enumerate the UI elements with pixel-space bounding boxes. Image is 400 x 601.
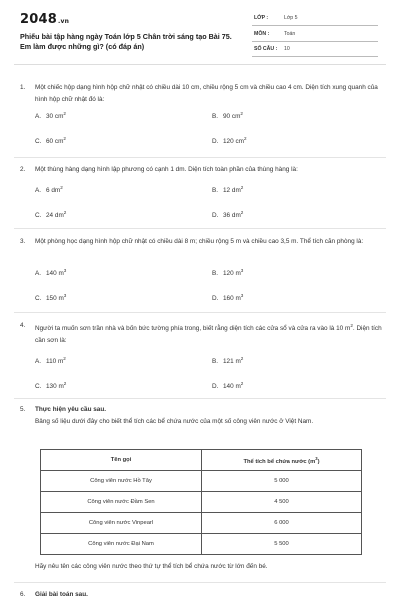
question-number: 6. xyxy=(20,591,26,598)
table-row xyxy=(41,534,362,555)
table-cell: Công viên nước Đầm Sen xyxy=(41,492,202,513)
table-cell: Công viên nước Hồ Tây xyxy=(41,471,202,492)
question-3-options xyxy=(35,268,375,304)
table-cell: 6 000 xyxy=(202,513,362,534)
table-cell: Công viên nước Đại Nam xyxy=(41,534,202,555)
table-cell: 4 500 xyxy=(202,492,362,513)
question-4 xyxy=(20,320,385,346)
question-text: Bảng số liệu dưới đây cho biết thể tích các bể chứa nước của một số công viên nước ở Việt Nam. xyxy=(35,417,314,425)
meta-subject xyxy=(252,28,378,42)
option-c[interactable]: C. 24 $dm^2$ xyxy=(35,210,67,220)
option-a[interactable]: A. 30 $cm^2$ xyxy=(35,111,66,121)
question-3 xyxy=(20,236,385,248)
option-b[interactable]: B. 120 $m^3$ xyxy=(212,268,244,278)
option-d[interactable]: D. 120 $cm^2$ xyxy=(212,136,247,146)
question-number: 1. xyxy=(20,84,26,91)
site-logo[interactable] xyxy=(20,12,69,27)
option-b[interactable]: B. 121 $m^2$ xyxy=(212,356,244,366)
header-divider xyxy=(14,64,386,65)
question-text: Một phòng học dạng hình hộp chữ nhật có chiều dài 8 m; chiều rộng 5 m và chiều cao 3,5 m. Thể tích căn phòng là: xyxy=(35,238,364,245)
meta-key: LỚP : xyxy=(254,15,269,21)
table-row xyxy=(41,513,362,534)
table-cell: 5 500 xyxy=(202,534,362,555)
table-cell: Công viên nước Vinpearl xyxy=(41,513,202,534)
meta-count xyxy=(252,43,378,57)
column-header-name: Tên gọi xyxy=(41,450,202,471)
question-text: Hãy nêu tên các công viên nước theo thứ tự thể tích bể chứa nước từ lớn đến bé. xyxy=(35,563,268,570)
question-number: 4. xyxy=(20,322,26,329)
question-2-options xyxy=(35,185,375,221)
question-divider xyxy=(14,398,386,399)
option-a[interactable]: A. 140 $m^3$ xyxy=(35,268,67,278)
question-2 xyxy=(20,164,385,176)
meta-key: SỐ CÂU : xyxy=(254,46,278,52)
question-5 xyxy=(20,404,385,427)
question-divider xyxy=(14,157,386,158)
question-number: 3. xyxy=(20,238,26,245)
meta-value: Toán xyxy=(284,31,296,37)
option-d[interactable]: D. 140 $m^2$ xyxy=(212,381,244,391)
option-a[interactable]: A. 110 $m^2$ xyxy=(35,356,66,366)
question-4-options xyxy=(35,356,375,392)
table-row xyxy=(41,471,362,492)
meta-key: MÔN : xyxy=(254,31,270,37)
meta-value: Lớp 5 xyxy=(284,15,298,21)
meta-class xyxy=(252,12,378,26)
option-b[interactable]: B. 12 $dm^2$ xyxy=(212,185,244,195)
question-text: Người ta muốn sơn trần nhà và bốn bức tường phía trong, biết rằng diện tích các cửa sổ và cửa ra vào là 10 $m^2$. Diện tích cần sơn là: xyxy=(35,323,382,344)
table-row xyxy=(41,492,362,513)
question-1 xyxy=(20,82,385,105)
question-5-instruction xyxy=(20,561,385,573)
table-cell: 5 000 xyxy=(202,471,362,492)
water-park-table xyxy=(40,449,362,555)
question-1-options xyxy=(35,111,375,147)
question-number: 2. xyxy=(20,166,26,173)
option-b[interactable]: B. 90 $cm^2$ xyxy=(212,111,243,121)
question-divider xyxy=(14,582,386,583)
question-text: Một thùng hàng dạng hình lập phương có cạnh 1 dm. Diện tích toàn phần của thùng hàng là: xyxy=(35,166,298,173)
logo-suffix: .vn xyxy=(57,18,70,25)
option-d[interactable]: D. 160 $m^3$ xyxy=(212,293,244,303)
meta-value: 10 xyxy=(284,46,290,52)
question-divider xyxy=(14,312,386,313)
column-header-volume: Thể tích bể chứa nước $(m^3)$ xyxy=(202,450,362,471)
option-d[interactable]: D. 36 $dm^2$ xyxy=(212,210,244,220)
logo-main: 2048 xyxy=(20,12,57,27)
worksheet-header xyxy=(0,0,400,58)
question-number: 5. xyxy=(20,406,26,413)
option-c[interactable]: C. 130 $m^2$ xyxy=(35,381,67,391)
worksheet-title: Phiếu bài tập hàng ngày Toán lớp 5 Chân trời sáng tạo Bài 75. Em làm được những gì? (có đáp án) xyxy=(20,32,232,51)
question-text: Một chiếc hộp dạng hình hộp chữ nhật có chiều dài 10 cm, chiều rộng 5 cm và chiều cao 4 cm. Diện tích xung quanh của hình hộp chữ nhật đó là: xyxy=(35,84,378,103)
question-heading: Thực hiện yêu cầu sau. xyxy=(35,406,107,413)
option-c[interactable]: C. 60 $cm^2$ xyxy=(35,136,66,146)
question-heading: Giải bài toán sau. xyxy=(35,591,88,598)
table-header-row xyxy=(41,450,362,471)
option-a[interactable]: A. 6 $dm^2$ xyxy=(35,185,63,195)
question-divider xyxy=(14,228,386,229)
option-c[interactable]: C. 150 $m^3$ xyxy=(35,293,67,303)
question-6 xyxy=(20,589,385,601)
